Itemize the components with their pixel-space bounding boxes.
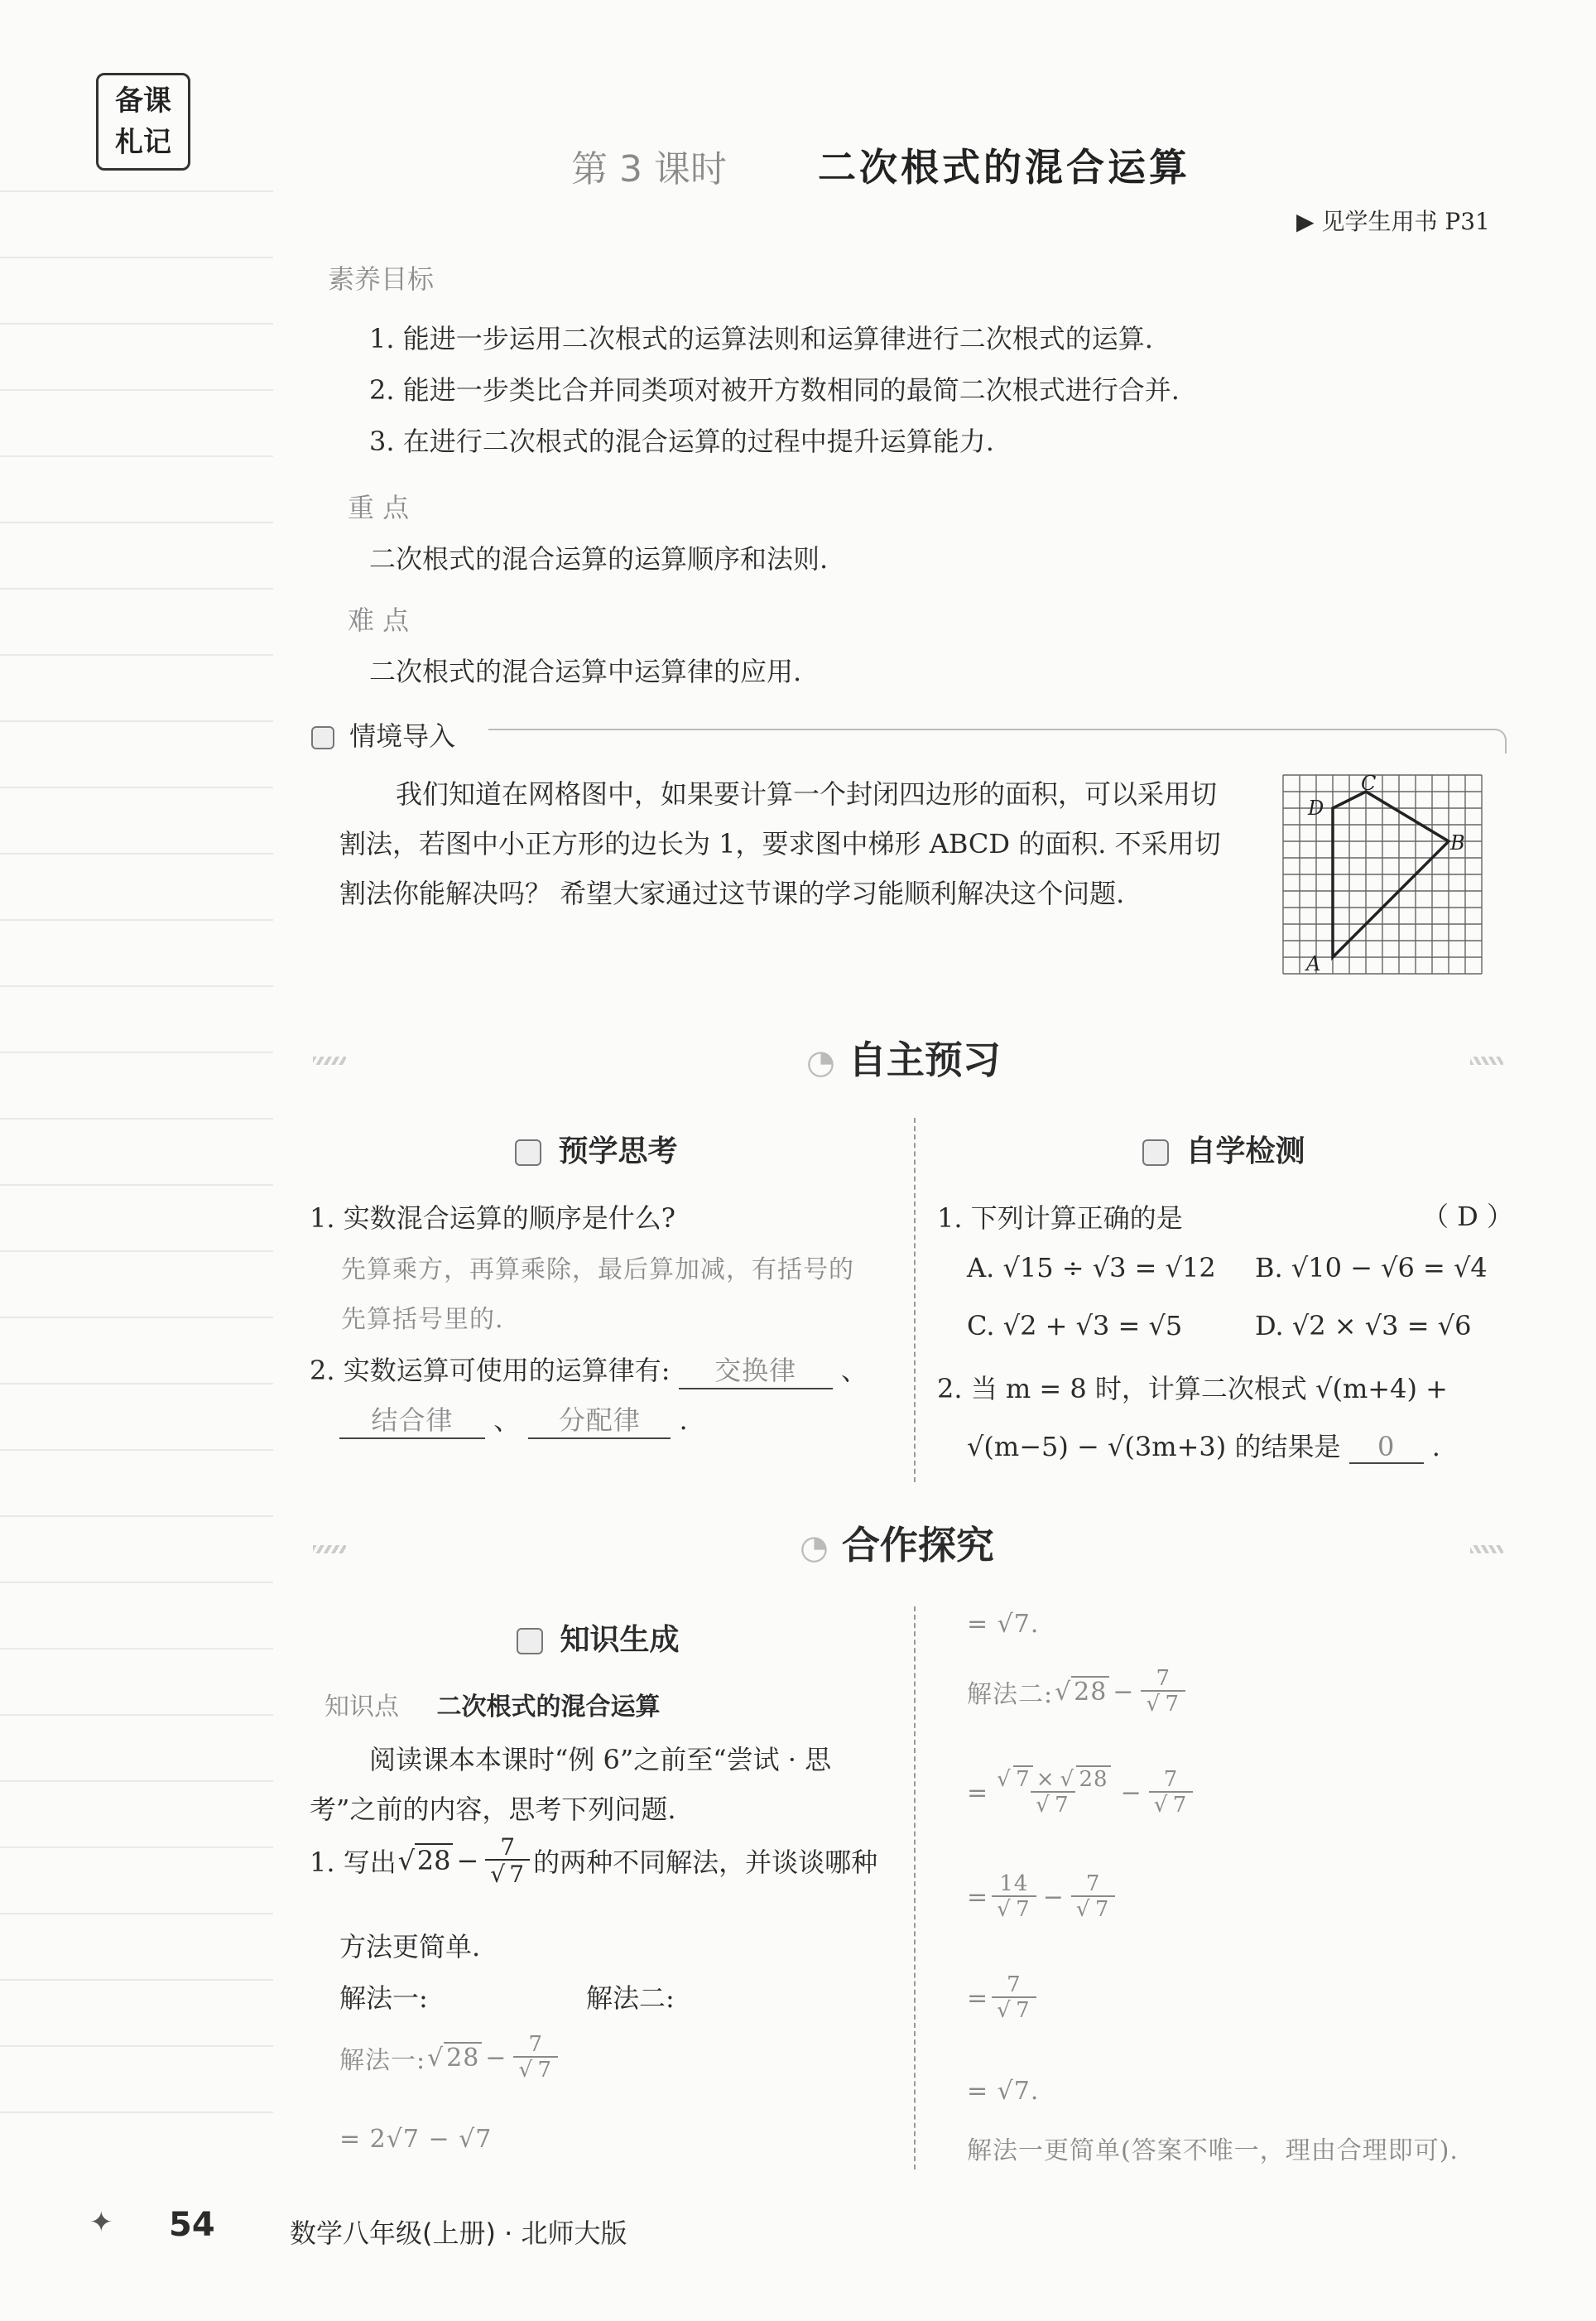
method1-step2: = 2√7 − √7 (339, 2125, 493, 2154)
notes-stamp (96, 73, 190, 171)
column-divider-top (914, 1118, 916, 1482)
check-option-c: C. √2 + √3 = √5 (967, 1310, 1183, 1341)
preview-q2-prefix: 2. 实数运算可使用的运算律有: (310, 1355, 671, 1386)
preview-q2-end: . (679, 1404, 688, 1436)
preview-heading-text: 预学思考 (558, 1134, 678, 1168)
footer-star-icon: ✦ (89, 2206, 113, 2239)
knowledge-point-title: 二次根式的混合运算 (436, 1693, 661, 1721)
section1-title-text: 自主预习 (848, 1038, 1001, 1082)
intro-line-1: 我们知道在网格图中，如果要计算一个封闭四边形的面积，可以采用切 (396, 778, 1218, 810)
preview-q1-answer-2: 先算括号里的. (341, 1305, 504, 1334)
page-number: 54 (169, 2206, 215, 2244)
column-divider-bottom (914, 1606, 916, 2169)
magnifier-icon: ◔ (800, 1529, 829, 1567)
vertex-c-label: C (1361, 772, 1377, 795)
preview-q2-line2 (339, 1399, 688, 1439)
knowledge-q1: 1. 写出 √ 28 − 7 √ 7 的两种不同解法，并谈谈哪种 (310, 1835, 877, 1887)
goal-item-1: 1. 能进一步运用二次根式的运算法则和运算律进行二次根式的运算. (369, 323, 1153, 354)
check-option-b: B. √10 − √6 = √4 (1255, 1252, 1488, 1283)
answer-blank-2[interactable]: 结合律 (339, 1399, 485, 1439)
knowledge-q1-suffix: 的两种不同解法，并谈谈哪种 (533, 1847, 878, 1879)
goal-item-3: 3. 在进行二次根式的混合运算的过程中提升运算能力. (369, 426, 994, 457)
student-book-ref (1296, 204, 1490, 237)
check-q1-answer: （ D ） (1422, 1201, 1514, 1232)
stamp-line1: 备课 (115, 84, 171, 118)
section2-rule-right (1470, 1545, 1503, 1553)
check-q2-prefix: √(m−5) − √(3m+3) 的结果是 (967, 1431, 1341, 1462)
method2-label: 解法二: (586, 1982, 675, 2014)
answer-blank-4[interactable]: 0 (1349, 1431, 1424, 1464)
knowledge-heading (517, 1616, 680, 1659)
knowledge-point-label: 知识点 (324, 1693, 399, 1721)
check-heading-text: 自学检测 (1185, 1134, 1305, 1168)
section2-rule-left (313, 1545, 346, 1553)
method2-step4: = 7 √ 7 (967, 1974, 1040, 2023)
goal-item-2: 2. 能进一步类比合并同类项对被开方数相同的最简二次根式进行合并. (369, 374, 1180, 406)
answer-blank-3[interactable]: 分配律 (528, 1399, 671, 1439)
intro-heading (311, 715, 455, 754)
method1-label: 解法一: (339, 1982, 428, 2014)
method1-result: = √7. (967, 1610, 1040, 1639)
key-text: 二次根式的混合运算的运算顺序和法则. (369, 543, 829, 575)
document-icon (517, 1628, 543, 1654)
intro-heading-text: 情境导入 (349, 720, 456, 752)
method2-step3: = 14 √ 7 − 7 √ 7 (967, 1873, 1118, 1922)
check-q2-line2 (967, 1426, 1440, 1464)
check-q2-line1: 2. 当 m = 8 时，计算二次根式 √(m+4) + (937, 1373, 1448, 1404)
chat-icon (311, 726, 334, 749)
conclusion: 解法一更简单(答案不唯一，理由合理即可). (967, 2136, 1459, 2165)
goals-heading: 素养目标 (328, 263, 435, 295)
intro-line-2: 割法，若图中小正方形的边长为 1，要求图中梯形 ABCD 的面积. 不采用切 (339, 828, 1221, 860)
page-title: 二次根式的混合运算 (818, 145, 1190, 190)
intro-line-3: 割法你能解决吗？ 希望大家通过这节课的学习能顺利解决这个问题. (339, 878, 1125, 909)
book-title: 数学八年级(上册) · 北师大版 (290, 2217, 627, 2249)
intro-frame (488, 729, 1507, 754)
difficult-heading: 难 点 (348, 604, 410, 636)
vertex-a-label: A (1306, 952, 1321, 975)
key-heading: 重 点 (348, 492, 410, 523)
ref-text: 见学生用书 P31 (1321, 208, 1490, 235)
section2-title-text: 合作探究 (841, 1523, 994, 1567)
knowledge-q1-prefix: 1. 写出 (310, 1847, 397, 1879)
answer-blank-1[interactable]: 交换律 (679, 1350, 833, 1389)
section1-title (806, 1030, 1001, 1085)
vertex-d-label: D (1308, 797, 1324, 820)
method2-result: = √7. (967, 2077, 1040, 2106)
stamp-line2: 札记 (115, 126, 171, 159)
preview-q2-line1 (310, 1350, 868, 1389)
section1-rule-right (1470, 1057, 1503, 1065)
lesson-label: 第 3 课时 (571, 148, 727, 190)
knowledge-point (324, 1686, 661, 1722)
check-option-d: D. √2 × √3 = √6 (1255, 1310, 1472, 1341)
knowledge-read-2: 考”之前的内容，思考下列问题. (310, 1794, 676, 1825)
check-heading (1142, 1128, 1305, 1170)
preview-q2-sep2: 、 (493, 1404, 521, 1436)
swirl-icon: ◔ (806, 1043, 835, 1081)
play-arrow-icon: ▶ (1296, 208, 1315, 235)
section1-rule-left (313, 1057, 346, 1065)
preview-heading (515, 1128, 678, 1170)
trapezoid-grid-figure (1278, 770, 1498, 979)
knowledge-read-1: 阅读课本本课时“例 6”之前至“尝试 · 思 (369, 1744, 832, 1775)
section2-title (800, 1515, 994, 1570)
check-option-a: A. √15 ÷ √3 = √12 (967, 1252, 1216, 1283)
sqrt-28: √ 28 (398, 1845, 454, 1876)
knowledge-q1-line2: 方法更简单. (339, 1931, 481, 1962)
knowledge-heading-text: 知识生成 (560, 1623, 680, 1657)
preview-q1-answer-1: 先算乘方，再算乘除，最后算加减，有括号的 (341, 1255, 854, 1284)
fraction-7-over-sqrt7: 7 √ 7 (485, 1835, 530, 1887)
book-icon (515, 1139, 541, 1166)
method2-step2: = √ 7 ×√ 28 √ 7 − 7 √ 7 (967, 1769, 1196, 1818)
method1-step1: 解法一: √ 28 − 7 √ 7 (339, 2034, 561, 2083)
preview-q2-sep1: 、 (840, 1355, 868, 1386)
preview-q1: 1. 实数混合运算的顺序是什么? (310, 1202, 675, 1234)
method2-step1: 解法二: √ 28 − 7 √ 7 (967, 1668, 1189, 1717)
difficult-text: 二次根式的混合运算中运算律的应用. (369, 656, 802, 687)
vertex-b-label: B (1450, 831, 1465, 855)
check-q1: 1. 下列计算正确的是 (937, 1202, 1183, 1234)
check-q2-end: . (1431, 1431, 1440, 1462)
checklist-icon (1142, 1139, 1169, 1166)
